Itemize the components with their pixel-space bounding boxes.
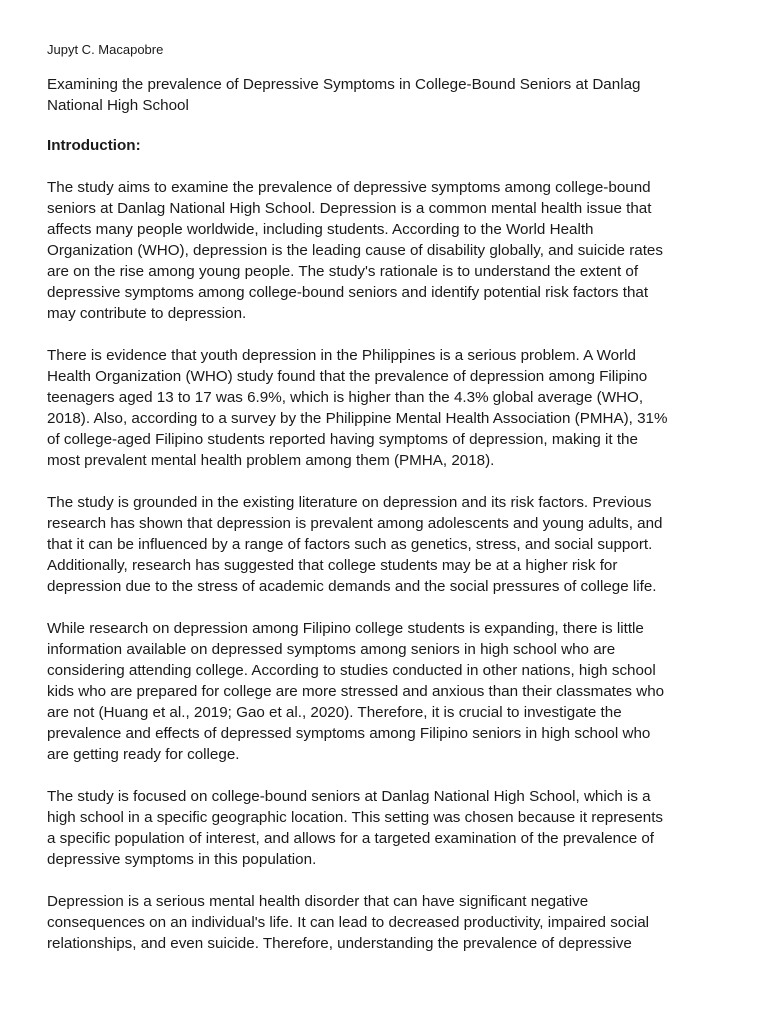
paragraph-line: of college-aged Filipino students reported having symptoms of depression, making it the <box>47 431 638 448</box>
paragraph-line: are not (Huang et al., 2019; Gao et al., 2020). Therefore, it is crucial to investigate the <box>47 704 622 721</box>
paragraph-line: teenagers aged 13 to 17 was 6.9%, which is higher than the 4.3% global average (WHO, <box>47 389 644 406</box>
paragraph-line: The study is grounded in the existing literature on depression and its risk factors. Previous <box>47 494 652 511</box>
paragraph-line: depression due to the stress of academic demands and the social pressures of college life. <box>47 578 657 595</box>
body-paragraph <box>47 618 727 765</box>
paragraph-line: a specific population of interest, and allows for a targeted examination of the prevalence of <box>47 830 655 847</box>
document-page <box>47 40 727 975</box>
paragraph-line: There is evidence that youth depression in the Philippines is a serious problem. A World <box>47 347 636 364</box>
paragraph-line: are on the rise among young people. The study's rationale is to understand the extent of <box>47 263 639 280</box>
paragraph-line: Additionally, research has suggested that college students may be at a higher risk for <box>47 557 618 574</box>
paragraph-line: While research on depression among Filipino college students is expanding, there is little <box>47 620 644 637</box>
title-line: Examining the prevalence of Depressive Symptoms in College-Bound Seniors at Danlag <box>47 76 641 93</box>
body-paragraph <box>47 345 727 471</box>
body-paragraph <box>47 492 727 597</box>
paragraph-line: that it can be influenced by a range of factors such as genetics, stress, and social support. <box>47 536 653 553</box>
paragraph-line: high school in a specific geographic location. This setting was chosen because it represents <box>47 809 664 826</box>
paragraph-line: prevalence and effects of depressed symptoms among Filipino seniors in high school who <box>47 725 651 742</box>
body-paragraph <box>47 891 727 954</box>
paragraph-line: are getting ready for college. <box>47 746 240 763</box>
paragraph-line: research has shown that depression is prevalent among adolescents and young adults, and <box>47 515 663 532</box>
paragraph-line: information available on depressed symptoms among seniors in high school who are <box>47 641 616 658</box>
paragraph-line: depressive symptoms among college-bound seniors and identify potential risk factors that <box>47 284 649 301</box>
body-paragraph <box>47 786 727 870</box>
paragraph-line: may contribute to depression. <box>47 305 247 322</box>
paragraph-line: The study is focused on college-bound seniors at Danlag National High School, which is a <box>47 788 651 805</box>
paragraph-line: seniors at Danlag National High School. Depression is a common mental health issue that <box>47 200 652 217</box>
author-name: Jupyt C. Macapobre <box>47 42 164 57</box>
paragraph-line: considering attending college. According to studies conducted in other nations, high school <box>47 662 656 679</box>
title-line: National High School <box>47 97 189 114</box>
body-paragraph <box>47 177 727 324</box>
document-title <box>47 74 727 116</box>
paragraph-line: depressive symptoms in this population. <box>47 851 317 868</box>
paragraph-line: 2018). Also, according to a survey by the Philippine Mental Health Association (PMHA), 31% <box>47 410 668 427</box>
paragraph-line: most prevalent mental health problem among them (PMHA, 2018). <box>47 452 495 469</box>
paragraph-line: affects many people worldwide, including students. According to the World Health <box>47 221 594 238</box>
paragraph-line: kids who are prepared for college are more stressed and anxious than their classmates who <box>47 683 665 700</box>
paragraph-line: consequences on an individual's life. It can lead to decreased productivity, impaired social <box>47 914 650 931</box>
paragraph-line: relationships, and even suicide. Therefore, understanding the prevalence of depressive <box>47 935 632 952</box>
paragraph-line: Depression is a serious mental health disorder that can have significant negative <box>47 893 589 910</box>
paragraph-line: Health Organization (WHO) study found that the prevalence of depression among Filipino <box>47 368 648 385</box>
section-heading: Introduction: <box>47 137 141 154</box>
paragraphs-container <box>47 177 727 954</box>
paragraph-line: Organization (WHO), depression is the leading cause of disability globally, and suicide rates <box>47 242 663 259</box>
paragraph-line: The study aims to examine the prevalence of depressive symptoms among college-bound <box>47 179 651 196</box>
